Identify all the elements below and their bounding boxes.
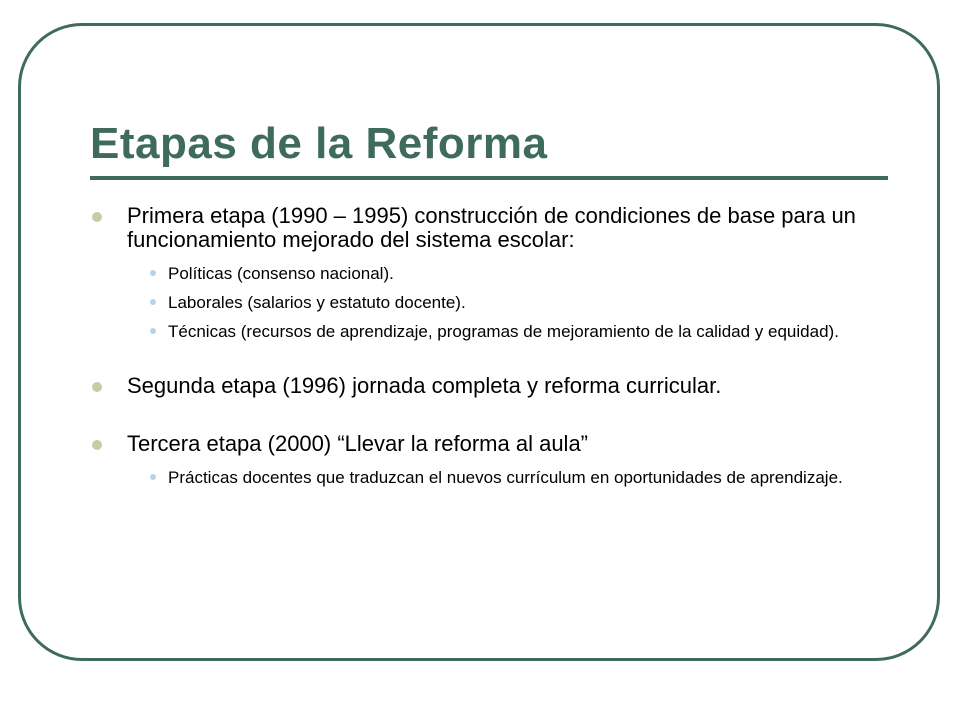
sub-bullet-dot-icon	[150, 328, 156, 334]
sub-bullet-laborales	[90, 293, 880, 312]
sub-bullet-politicas	[90, 264, 880, 283]
bullet-text: Segunda etapa (1996) jornada completa y reforma curricular.	[127, 373, 722, 398]
bullet-dot-icon	[92, 382, 102, 392]
bullet-text: Tercera etapa (2000) “Llevar la reforma al aula”	[127, 431, 589, 456]
sub-bullet-text: Laborales (salarios y estatuto docente).	[168, 293, 466, 312]
bullet-dot-icon	[92, 440, 102, 450]
sub-bullet-dot-icon	[150, 270, 156, 276]
bullet-list	[90, 200, 880, 487]
sub-bullet-dot-icon	[150, 474, 156, 480]
slide-title: Etapas de la Reforma	[90, 119, 548, 168]
bullet-item-tercera-etapa	[90, 432, 880, 456]
title-underline	[90, 176, 888, 180]
bullet-dot-icon	[92, 212, 102, 222]
sub-bullet-text: Prácticas docentes que traduzcan el nuevos currículum en oportunidades de aprendizaje.	[168, 468, 843, 487]
sub-bullet-tecnicas	[90, 322, 880, 341]
bullet-item-primera-etapa	[90, 204, 880, 252]
sub-bullet-text: Técnicas (recursos de aprendizaje, programas de mejoramiento de la calidad y equidad).	[168, 322, 839, 341]
bullet-text: Primera etapa (1990 – 1995) construcción de condiciones de base para un funcionamiento mejorado del sistema escolar:	[127, 203, 856, 252]
sub-bullet-practicas	[90, 468, 880, 487]
bullet-item-segunda-etapa	[90, 374, 880, 398]
sub-bullet-text: Políticas (consenso nacional).	[168, 264, 394, 283]
sub-bullet-dot-icon	[150, 299, 156, 305]
